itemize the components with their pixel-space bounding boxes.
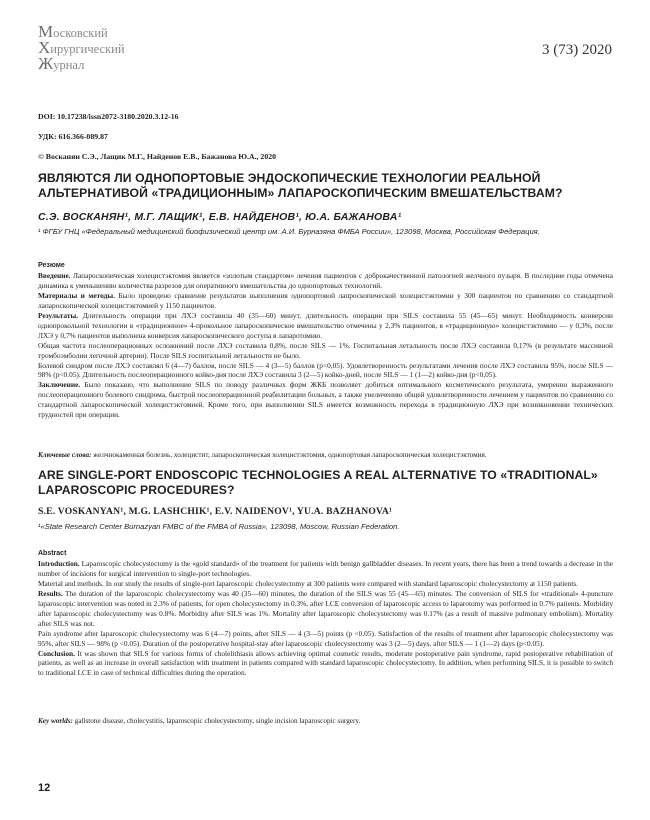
issue-number: 3 (73) 2020: [542, 42, 612, 58]
udk: УДК: 616.366-089.87: [38, 132, 108, 141]
intro-ru: Введение. Лапароскопическая холецистэктомия является «золотым стандартом» лечения пациентов с доброкачественной патологией желчного пузыря. В последние годы отмечена динамика к уменьшению количества разрезов для оперативного вмешательства до однопортовых технологий.: [38, 270, 613, 290]
abstract-ru: [38, 261, 613, 420]
methods-en: Material and methods. In our study the results of single-port laparoscopic cholecystectomy at 300 patients were compared with standard laparoscopic cholecystectomy at 1150 patients.: [38, 578, 578, 588]
authors-ru: С.Э. ВОСКАНЯН¹, М.Г. ЛАЩИК¹, Е.В. НАЙДЕНОВ¹, Ю.А. БАЖАНОВА¹: [38, 211, 402, 223]
results-ru-3: Болевой синдром после ЛХЭ составлял 6 (4—7) баллов, после SILS — 4 (3—5) баллов (р<0,05). Удовлетворенность результатами лечения после ЛХЭ составила 95%, после SILS — 98% (р<0.05). Длительность послеоперационного койко-дня после ЛХЭ составила 3 (2—5) койко-дней, после SILS — 1 (1—2) койко-дня (р<0,05).: [38, 360, 613, 380]
title-en-line-1: ARE SINGLE-PORT ENDOSCOPIC TECHNOLOGIES A REAL ALTERNATIVE TO «TRADITIONAL»: [38, 468, 598, 482]
intro-en: Introduction. Laparoscopic cholecystectomy is the «gold standard» of the treatment for patients with benign gallbladder diseases. In recent years, there has been a trend towards a decrease in the number of incisions for surgical intervention to single-port technologies.: [38, 558, 613, 578]
title-ru-line-2: АЛЬТЕРНАТИВОЙ «ТРАДИЦИОННЫМ» ЛАПАРОСКОПИЧЕСКИМ ВМЕШАТЕЛЬСТВАМ?: [38, 186, 563, 200]
page-number: 12: [38, 782, 51, 794]
conclusion-ru: Заключение. Было показано, что выполнение SILS по поводу различных форм ЖКБ позволяет добиться оптимального косметического результата, умеренно выраженного послеоперационного болевого синдрома, быстрой послеоперационной реабилитации больных, а также увеличению общей удовлетворенности лечением у пациентов по сравнению со стандартной лапароскопической холецистэктомией. Кроме того, при выполнении SILS имеется возможность перехода в традиционную ЛХЭ при возникновении технических трудностей при операции.: [38, 380, 613, 420]
abstract-heading-en: Abstract: [38, 550, 67, 557]
journal-logo: [38, 22, 158, 76]
results-ru-2: Общая частота послеоперационных осложнений после ЛХЭ составила 0,8%, после SILS — 1%. Госпитальная летальность после ЛХЭ составила 0,17% (в результате массивной тромбоэмболии легочной артерии). После SILS госпитальной летальности не было.: [38, 340, 613, 360]
keywords-en: Key worlds: gallstone disease, cholecystitis, laparoscopic cholecystectomy, single incision laparoscopic surgery.: [38, 717, 361, 725]
title-ru: [38, 171, 618, 201]
results-ru-1: Результаты. Длительность операции при ЛХЭ составила 40 (35—60) минут, длительность операции при SILS составила 55 (45—65) минут. Необходимость конверсии однопрокольной технологии в «традиционное» 4-прокольное лапароскопическое вмешательство отмечены у 2,3% пациентов, в «традиционную» холецистэктомию — у 0,3%, после ЛХЭ у 0,7% пациентов выполнена конверсия лапароскопического доступа в лапаротомию.: [38, 310, 613, 340]
methods-ru: Материалы и методы. Было проведено сравнение результатов выполнения однопортовой лапроскопической холецистэктомии у 300 пациентов по сравнению со стандартной лапароскопической холецистэктомией у 1150 пациентов.: [38, 290, 614, 310]
results-en-1: Results. The duration of the laparoscopic cholecystectomy was 40 (35—60) minutes, the duration of the SILS was 55 (45—65) minutes. The conversion of SILS for «traditional» 4-puncture laparoscopic intervention was noted in 2.3% of patients, for open cholecystectomy in 0.3%, after LCE conversion of laparoscopic access to laparotomy was performed in 0.7% patients. Morbidity after laparoscopic cholecystectomy was 0.8%. Morbidity after SILS was 1%. Mortality after laparoscopic cholecystectomy was 0.17% (as a result of massive pulmonary embolism). Mortality after SILS was not.: [38, 588, 613, 628]
copyright: © Восканян С.Э., Лащик М.Г., Найденов Е.В., Бажанова Ю.А., 2020: [38, 152, 277, 161]
conclusion-en: Conclusion. It was shown that SILS for various forms of cholelithiasis allows achieving optimal cosmetic results, moderate postoperative pain syndrome, rapid postoperative rehabilitation of patients, as well as an increase in overall satisfaction with treatment in patients compared with standard laparoscopic cholecystectomy. In addition, when performing SILS, it is possible to switch to traditional LCE in case of technical difficulties during the operation.: [38, 648, 613, 678]
doi: DOI: 10.17238/issn2072-3180.2020.3.12-16: [38, 112, 179, 121]
affiliation-en: ¹«State Research Center Burnazyan FMBC of the FMBA of Russia», 123098, Moscow, Russian Federation.: [38, 522, 400, 531]
title-en-line-2: LAPAROSCOPIC PROCEDURES?: [38, 483, 235, 497]
abstract-heading-ru: Резюме: [38, 262, 65, 269]
logo-line-1: Московский: [38, 22, 108, 41]
logo-line-3: Журнал: [38, 54, 85, 73]
results-en-2: Pain syndrome after laparoscopic cholecystectomy was 6 (4—7) points, after SILS — 4 (3—5) points (p <0.05). Satisfaction of the results of treatment after laparoscopic cholecystectomy was 95%, after SILS — 98% (p <0.05). Duration of the postoperative hospital-stay after laparoscopic cholecystectomy was 3 (2—5) days, after SILS — 1 (1—2) days (p<0.05).: [38, 628, 613, 648]
affiliation-ru: ¹ ФГБУ ГНЦ «Федеральный медицинский биофизический центр им. А.И. Бурназяна ФМБА России», 123098, Москва, Российская Федерация.: [38, 227, 540, 236]
authors-en: S.E. VOSKANYAN¹, M.G. LASHCHIK¹, E.V. NAIDENOV¹, YU.A. BAZHANOVA¹: [38, 506, 393, 517]
abstract-en: [38, 549, 613, 678]
keywords-ru: Ключевые слова: желчнокаменная болезнь, холецистит, лапароскопическая холецистэктомия, однопортовая лапароскопическая холецистэктомия.: [38, 451, 487, 459]
title-en: [38, 468, 618, 498]
logo-line-2: Хирургический: [38, 38, 125, 57]
title-ru-line-1: ЯВЛЯЮТСЯ ЛИ ОДНОПОРТОВЫЕ ЭНДОСКОПИЧЕСКИЕ ТЕХНОЛОГИИ РЕАЛЬНОЙ: [38, 171, 541, 185]
